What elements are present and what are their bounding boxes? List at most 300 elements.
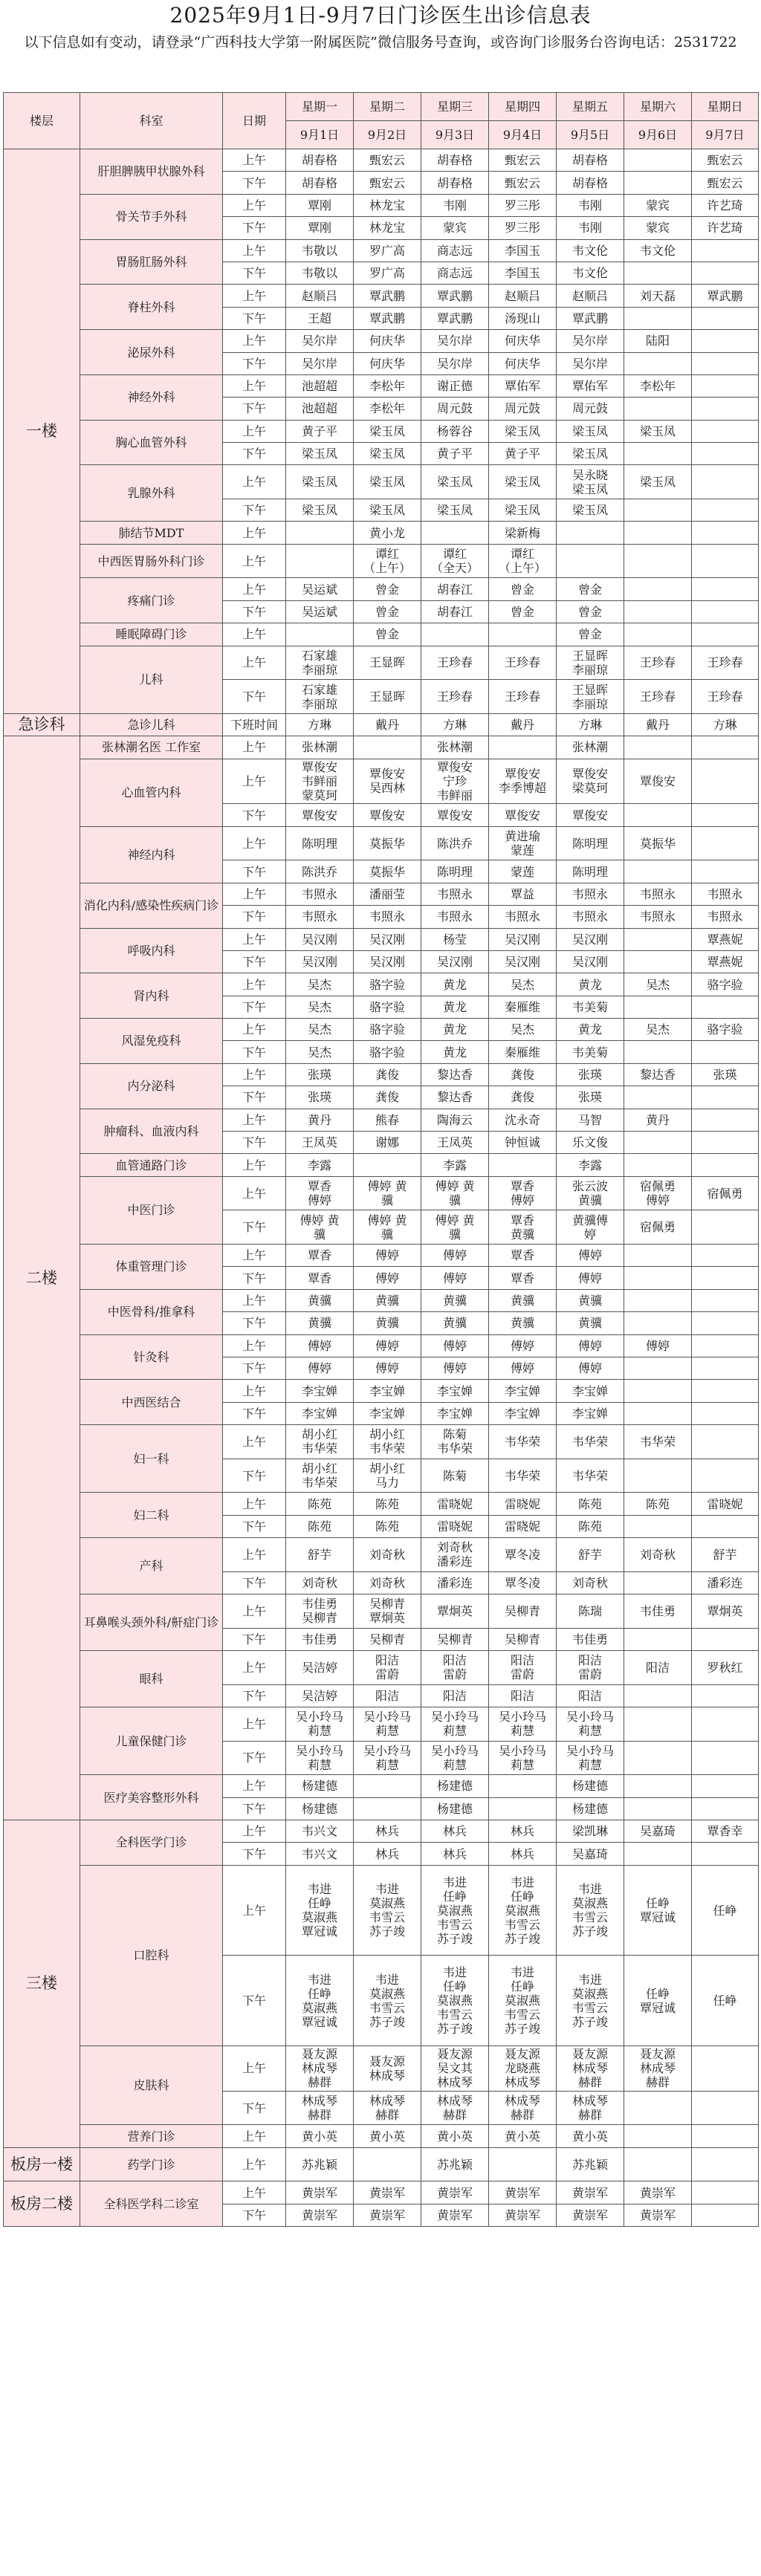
period-cell: 上午 [223, 2046, 286, 2092]
doctor-cell: 甄宏云 [354, 172, 421, 194]
doctor-cell: 韦照永 [489, 906, 557, 928]
doctor-cell [692, 2091, 759, 2125]
doctor-cell: 韦文伦 [624, 239, 692, 262]
doctor-cell [624, 307, 692, 329]
dept-name: 儿童保健门诊 [80, 1707, 223, 1775]
doctor-cell: 覃俊安 梁莫珂 [557, 759, 624, 804]
doctor-cell [624, 950, 692, 973]
doctor-cell: 韦照永 [624, 883, 692, 905]
doctor-cell: 覃香 [489, 1245, 557, 1267]
doctor-cell [692, 804, 759, 826]
doctor-cell: 方琳 [692, 713, 759, 736]
header-date-cell: 9月6日 [624, 121, 692, 149]
doctor-cell: 任峥 [692, 1865, 759, 1956]
doctor-cell: 傅婷 [354, 1245, 421, 1267]
doctor-cell [624, 262, 692, 284]
doctor-cell: 甄宏云 [692, 172, 759, 194]
doctor-cell: 吴汉刚 [489, 950, 557, 973]
doctor-cell [692, 352, 759, 374]
table-row [4, 646, 759, 680]
doctor-cell [692, 1380, 759, 1402]
doctor-cell: 龚俊 [354, 1086, 421, 1109]
doctor-cell [624, 804, 692, 826]
table-row [4, 194, 759, 216]
doctor-cell: 韦照永 [692, 906, 759, 928]
doctor-cell: 王珍春 [421, 646, 489, 680]
doctor-cell: 杨建德 [286, 1775, 354, 1797]
doctor-cell [624, 398, 692, 420]
doctor-cell: 陈明理 [557, 826, 624, 860]
doctor-cell: 黄小英 [557, 2125, 624, 2147]
doctor-cell: 刘奇秋 [557, 1571, 624, 1594]
period-cell: 下午 [223, 996, 286, 1018]
page-title: 2025年9月1日-9月7日门诊医生出诊信息表 [169, 3, 592, 27]
floor-label: 二楼 [4, 736, 80, 1820]
doctor-cell [624, 2091, 692, 2125]
doctor-cell [692, 1109, 759, 1131]
doctor-cell [692, 1459, 759, 1493]
doctor-cell: 吴小玲马 莉慧 [421, 1741, 489, 1775]
doctor-cell: 张瑛 [557, 1086, 624, 1109]
doctor-cell: 吴杰 [489, 1019, 557, 1041]
dept-name: 内分泌科 [80, 1063, 223, 1109]
doctor-cell: 覃俊安 [421, 804, 489, 826]
doctor-cell: 黄子平 [489, 443, 557, 465]
period-cell: 下午 [223, 860, 286, 883]
table-row [4, 1775, 759, 1797]
doctor-cell: 胡春江 [421, 578, 489, 600]
period-cell: 上午 [223, 973, 286, 996]
doctor-cell: 许艺琦 [692, 217, 759, 239]
doctor-cell [624, 860, 692, 883]
doctor-cell: 傅婷 [557, 1245, 624, 1267]
doctor-cell: 杨建德 [557, 1775, 624, 1797]
doctor-cell [624, 1571, 692, 1594]
doctor-cell: 吴小玲马 莉慧 [557, 1741, 624, 1775]
period-cell: 上午 [223, 1865, 286, 1956]
doctor-cell [692, 1210, 759, 1245]
doctor-cell [557, 522, 624, 544]
header-weekday: 星期日 [692, 93, 759, 121]
doctor-cell: 骆字验 [354, 973, 421, 996]
doctor-cell: 莫振华 [624, 826, 692, 860]
header-date-cell: 9月1日 [286, 121, 354, 149]
table-row [4, 1154, 759, 1176]
doctor-cell: 吴小玲马 莉慧 [489, 1741, 557, 1775]
doctor-cell: 李宝婵 [286, 1402, 354, 1424]
doctor-cell: 韦进 任峥 莫淑燕 韦雪云 苏子竣 [489, 1956, 557, 2046]
doctor-cell: 陶海云 [421, 1109, 489, 1131]
doctor-cell: 陈苑 [557, 1515, 624, 1537]
doctor-cell: 覃武鹏 [692, 285, 759, 307]
doctor-cell: 林兵 [354, 1820, 421, 1843]
doctor-cell: 罗三彤 [489, 194, 557, 216]
doctor-cell: 黄骥 [354, 1289, 421, 1311]
doctor-cell: 吴柳青 覃炯英 [354, 1594, 421, 1629]
doctor-cell: 林成琴 赫群 [286, 2091, 354, 2125]
doctor-cell: 黄龙 [421, 996, 489, 1018]
doctor-cell: 韦进 任峥 莫淑燕 覃冠诚 [286, 1865, 354, 1956]
period-cell: 下午 [223, 680, 286, 714]
doctor-cell: 骆字验 [354, 1041, 421, 1063]
doctor-cell: 李露 [557, 1154, 624, 1176]
doctor-cell: 黄龙 [557, 1019, 624, 1041]
doctor-cell: 覃刚 [286, 217, 354, 239]
doctor-cell: 梁玉凤 [354, 465, 421, 499]
doctor-cell: 吴运斌 [286, 600, 354, 623]
doctor-cell: 罗秋红 [692, 1651, 759, 1685]
doctor-cell: 韦华荣 [489, 1459, 557, 1493]
doctor-cell: 林龙宝 [354, 194, 421, 216]
dept-name: 肾内科 [80, 973, 223, 1019]
doctor-cell: 甄宏云 [692, 149, 759, 172]
doctor-cell: 周元鼓 [421, 398, 489, 420]
doctor-cell [692, 623, 759, 646]
doctor-cell [489, 736, 557, 759]
doctor-cell: 莫振华 [354, 826, 421, 860]
doctor-cell: 吴汉刚 [557, 928, 624, 950]
doctor-cell [692, 262, 759, 284]
doctor-cell: 吴小玲马 莉慧 [557, 1707, 624, 1742]
period-cell: 上午 [223, 646, 286, 680]
period-cell: 下午 [223, 1132, 286, 1154]
doctor-cell: 吴柳青 [354, 1628, 421, 1650]
doctor-cell: 韦佳勇 吴柳青 [286, 1594, 354, 1629]
doctor-cell: 吴尔岸 [421, 352, 489, 374]
doctor-cell [692, 1684, 759, 1707]
doctor-cell: 黄崇军 [421, 2204, 489, 2226]
doctor-cell [692, 330, 759, 352]
doctor-cell: 林兵 [489, 1843, 557, 1865]
doctor-cell: 舒芋 [286, 1538, 354, 1572]
doctor-cell: 黄小英 [354, 2125, 421, 2147]
doctor-cell: 吴洁婷 [286, 1651, 354, 1685]
dept-name: 全科医学科二诊室 [80, 2181, 223, 2227]
header-date: 日期 [223, 93, 286, 149]
doctor-cell: 雷晓妮 [421, 1493, 489, 1515]
doctor-cell: 黄小英 [489, 2125, 557, 2147]
period-cell: 下午 [223, 172, 286, 194]
doctor-cell: 刘奇秋 [354, 1571, 421, 1594]
period-cell: 上午 [223, 1289, 286, 1311]
dept-name: 泌尿外科 [80, 330, 223, 375]
doctor-cell: 阳洁 [421, 1684, 489, 1707]
doctor-cell: 覃俊安 [557, 804, 624, 826]
doctor-cell: 黄崇军 [557, 2181, 624, 2204]
header-date-cell: 9月3日 [421, 121, 489, 149]
doctor-cell: 罗广高 [354, 239, 421, 262]
floor-label: 一楼 [4, 149, 80, 714]
doctor-cell: 何庆华 [489, 352, 557, 374]
doctor-cell: 陈苑 [354, 1493, 421, 1515]
doctor-cell: 胡春格 [421, 149, 489, 172]
doctor-cell: 苏兆颖 [557, 2147, 624, 2181]
doctor-cell: 戴丹 [354, 713, 421, 736]
doctor-cell: 傅婷 黄 骥 [354, 1210, 421, 1245]
table-row [4, 1594, 759, 1629]
doctor-cell: 汤现山 [489, 307, 557, 329]
doctor-cell: 潘彩连 [421, 1571, 489, 1594]
doctor-cell: 潘丽莹 [354, 883, 421, 905]
table-row [4, 522, 759, 544]
doctor-cell: 蒙莲 [489, 860, 557, 883]
doctor-cell: 任峥 覃冠诚 [624, 1956, 692, 2046]
dept-name: 呼吸内科 [80, 928, 223, 973]
doctor-cell: 覃燕妮 [692, 950, 759, 973]
doctor-cell: 林成琴 赫群 [489, 2091, 557, 2125]
doctor-cell: 蒙宾 [421, 217, 489, 239]
table-row [4, 2125, 759, 2147]
table-row [4, 544, 759, 578]
doctor-cell [692, 398, 759, 420]
doctor-cell: 戴丹 [489, 713, 557, 736]
doctor-cell [692, 996, 759, 1018]
doctor-cell: 黄骥 [421, 1289, 489, 1311]
doctor-cell: 吴杰 [489, 973, 557, 996]
doctor-cell [624, 352, 692, 374]
doctor-cell: 李松年 [624, 374, 692, 397]
doctor-cell: 李露 [286, 1154, 354, 1176]
doctor-cell [624, 1041, 692, 1063]
period-cell: 上午 [223, 522, 286, 544]
doctor-cell: 韦刚 [557, 217, 624, 239]
doctor-cell: 赵顺吕 [557, 285, 624, 307]
dept-name: 胃肠肛肠外科 [80, 239, 223, 285]
doctor-cell: 刘奇秋 [286, 1571, 354, 1594]
doctor-cell: 王珍春 [489, 646, 557, 680]
doctor-cell: 傅婷 [557, 1334, 624, 1357]
period-cell: 下午 [223, 1956, 286, 2046]
doctor-cell: 胡春格 [421, 172, 489, 194]
floor-label: 板房二楼 [4, 2181, 80, 2227]
doctor-cell [624, 1515, 692, 1537]
period-cell: 上午 [223, 330, 286, 352]
doctor-cell: 任峥 覃冠诚 [624, 1865, 692, 1956]
table-row [4, 1289, 759, 1311]
doctor-cell: 张瑛 [557, 1063, 624, 1086]
doctor-cell: 黄小英 [286, 2125, 354, 2147]
doctor-cell: 刘奇秋 潘彩连 [421, 1538, 489, 1572]
table-row [4, 2046, 759, 2092]
doctor-cell: 吴尔岸 [286, 352, 354, 374]
doctor-cell: 王珍春 [624, 646, 692, 680]
doctor-cell: 韦进 莫淑燕 韦雪云 苏子竣 [557, 1865, 624, 1956]
period-cell: 上午 [223, 239, 286, 262]
doctor-cell: 覃香 [489, 1267, 557, 1289]
header-weekday: 星期四 [489, 93, 557, 121]
doctor-cell: 王显晖 [354, 646, 421, 680]
doctor-cell: 傅婷 [286, 1334, 354, 1357]
doctor-cell: 池超超 [286, 374, 354, 397]
doctor-cell: 韦照永 [286, 883, 354, 905]
doctor-cell: 张瑛 [286, 1086, 354, 1109]
period-cell: 上午 [223, 1176, 286, 1210]
table-row [4, 374, 759, 397]
doctor-cell: 梁玉凤 [489, 465, 557, 499]
doctor-cell: 覃香幸 [692, 1820, 759, 1843]
doctor-cell: 曾金 [354, 600, 421, 623]
doctor-cell [624, 443, 692, 465]
doctor-cell: 曾金 [557, 623, 624, 646]
period-cell: 上午 [223, 736, 286, 759]
period-cell: 下午 [223, 443, 286, 465]
doctor-cell [692, 736, 759, 759]
dept-name: 神经内科 [80, 826, 223, 883]
dept-name: 心血管内科 [80, 759, 223, 826]
doctor-cell: 吴柳青 [421, 1628, 489, 1650]
doctor-cell [624, 928, 692, 950]
doctor-cell: 吴汉刚 [286, 950, 354, 973]
doctor-cell: 莫振华 [354, 860, 421, 883]
period-cell: 下午 [223, 2204, 286, 2226]
doctor-cell: 吴杰 [286, 973, 354, 996]
period-cell: 下午 [223, 1357, 286, 1379]
period-cell: 上午 [223, 1109, 286, 1131]
doctor-cell [624, 736, 692, 759]
doctor-cell [624, 1132, 692, 1154]
doctor-cell: 韦华荣 [557, 1459, 624, 1493]
doctor-cell: 覃武鹏 [557, 307, 624, 329]
doctor-cell [692, 1425, 759, 1459]
doctor-cell [692, 1154, 759, 1176]
table-row [4, 1019, 759, 1041]
doctor-cell [286, 522, 354, 544]
period-cell: 下午 [223, 1312, 286, 1334]
doctor-cell: 韦美菊 [557, 1041, 624, 1063]
doctor-cell [624, 1775, 692, 1797]
doctor-cell: 吴小玲马 莉慧 [286, 1741, 354, 1775]
doctor-cell: 李松年 [354, 374, 421, 397]
doctor-cell [624, 2147, 692, 2181]
doctor-cell: 吴运斌 [286, 578, 354, 600]
doctor-cell: 韦进 莫淑燕 韦雪云 苏子竣 [557, 1956, 624, 2046]
dept-name: 胸心血管外科 [80, 420, 223, 465]
doctor-cell [692, 1245, 759, 1267]
doctor-cell: 吴汉刚 [354, 928, 421, 950]
doctor-cell: 韦文伦 [557, 239, 624, 262]
doctor-cell: 傅婷 黄 骥 [354, 1176, 421, 1210]
doctor-cell [624, 1289, 692, 1311]
doctor-cell: 韦刚 [557, 194, 624, 216]
table-row [4, 1651, 759, 1685]
doctor-cell [692, 420, 759, 442]
doctor-cell: 方琳 [286, 713, 354, 736]
table-row [4, 928, 759, 950]
doctor-cell [692, 759, 759, 804]
doctor-cell: 张林潮 [286, 736, 354, 759]
period-cell: 上午 [223, 1594, 286, 1629]
doctor-cell: 张林潮 [421, 736, 489, 759]
doctor-cell: 韦进 任峥 莫淑燕 覃冠诚 [286, 1956, 354, 2046]
doctor-cell: 吴嘉琦 [557, 1843, 624, 1865]
doctor-cell: 商志远 [421, 239, 489, 262]
doctor-cell [624, 578, 692, 600]
doctor-cell [692, 1289, 759, 1311]
doctor-cell: 许艺琦 [692, 194, 759, 216]
doctor-cell: 覃冬凌 [489, 1538, 557, 1572]
period-cell: 下午 [223, 906, 286, 928]
period-cell: 上午 [223, 2181, 286, 2204]
doctor-cell [692, 522, 759, 544]
doctor-cell: 傅婷 [354, 1267, 421, 1289]
doctor-cell: 吴汉刚 [354, 950, 421, 973]
doctor-cell: 李宝婵 [354, 1402, 421, 1424]
doctor-cell [692, 1086, 759, 1109]
doctor-cell: 傅婷 [421, 1267, 489, 1289]
doctor-cell: 雷晓妮 [421, 1515, 489, 1537]
doctor-cell: 龚俊 [489, 1086, 557, 1109]
table-row [4, 2181, 759, 2204]
period-cell: 上午 [223, 883, 286, 905]
table-row [4, 239, 759, 262]
doctor-cell: 林成琴 赫群 [421, 2091, 489, 2125]
doctor-cell: 杨建德 [421, 1797, 489, 1820]
doctor-cell: 舒芋 [692, 1538, 759, 1572]
table-row [4, 330, 759, 352]
period-cell: 下午 [223, 2091, 286, 2125]
doctor-cell: 林龙宝 [354, 217, 421, 239]
doctor-cell [624, 1843, 692, 1865]
doctor-cell: 谢正德 [421, 374, 489, 397]
doctor-cell: 黄骥 [489, 1312, 557, 1334]
period-cell: 上午 [223, 285, 286, 307]
period-cell: 上午 [223, 1775, 286, 1797]
doctor-cell: 潘彩连 [692, 1571, 759, 1594]
doctor-cell: 梁玉凤 [354, 499, 421, 522]
doctor-cell: 吴永晓 梁玉凤 [557, 465, 624, 499]
doctor-cell [692, 1775, 759, 1797]
table-row [4, 973, 759, 996]
period-cell: 上午 [223, 826, 286, 860]
doctor-cell: 戴丹 [624, 713, 692, 736]
doctor-cell: 钟恒诚 [489, 1132, 557, 1154]
period-cell: 下午 [223, 1843, 286, 1865]
doctor-cell: 秦雁维 [489, 1041, 557, 1063]
dept-name: 妇二科 [80, 1493, 223, 1538]
period-cell: 下午 [223, 499, 286, 522]
dept-name: 脊柱外科 [80, 285, 223, 330]
doctor-cell: 舒芋 [557, 1538, 624, 1572]
doctor-cell: 曾金 [489, 578, 557, 600]
header-date-cell: 9月5日 [557, 121, 624, 149]
doctor-cell: 梁玉凤 [624, 465, 692, 499]
period-cell: 下午 [223, 1459, 286, 1493]
doctor-cell: 王超 [286, 307, 354, 329]
doctor-cell: 吴洁婷 [286, 1684, 354, 1707]
doctor-cell: 傅婷 [421, 1334, 489, 1357]
doctor-cell: 黄崇军 [354, 2181, 421, 2204]
period-cell: 上午 [223, 1651, 286, 1685]
doctor-cell: 甄宏云 [489, 149, 557, 172]
doctor-cell: 傅婷 黄 骥 [286, 1210, 354, 1245]
doctor-cell: 黄骥 [286, 1312, 354, 1334]
doctor-cell: 张瑛 [286, 1063, 354, 1086]
doctor-cell [692, 1797, 759, 1820]
doctor-cell [692, 2125, 759, 2147]
dept-name: 体重管理门诊 [80, 1245, 223, 1290]
doctor-cell: 梁凯琳 [557, 1820, 624, 1843]
doctor-cell [624, 996, 692, 1018]
doctor-cell: 覃武鹏 [421, 285, 489, 307]
doctor-cell: 黄龙 [421, 973, 489, 996]
doctor-cell: 黄崇军 [489, 2204, 557, 2226]
doctor-cell [692, 600, 759, 623]
doctor-cell: 吴小玲马 莉慧 [489, 1707, 557, 1742]
doctor-cell: 梁玉凤 [354, 443, 421, 465]
doctor-cell: 曾金 [557, 600, 624, 623]
doctor-cell: 覃香 [286, 1267, 354, 1289]
doctor-cell: 李宝婵 [489, 1402, 557, 1424]
